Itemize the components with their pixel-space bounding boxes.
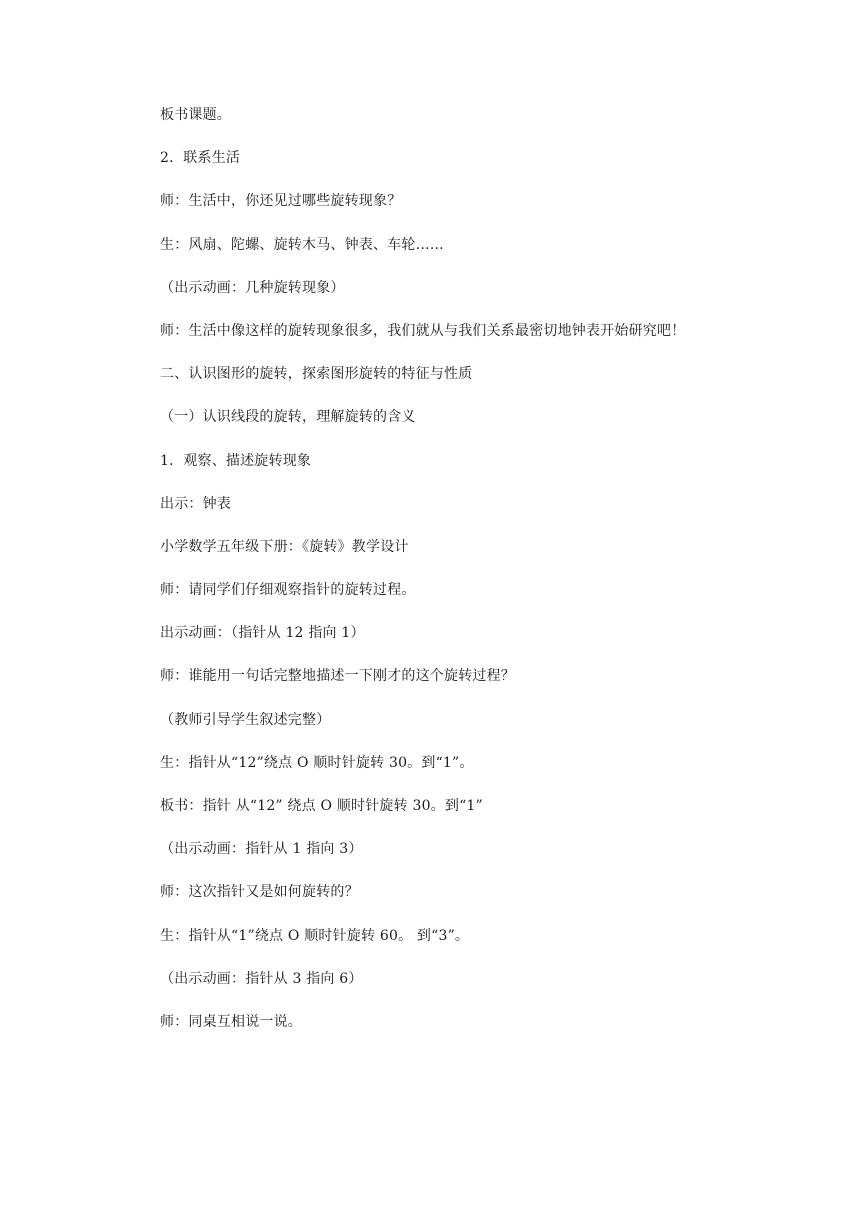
text-line-19: 师：这次指针又是如何旋转的？ [160,884,359,901]
text-line-15: （教师引导学生叙述完整） [160,711,331,728]
text-line-2: 2．联系生活 [160,150,241,167]
text-line-4: 生：风扇、陀螺、旋转木马、钟表、车轮…… [160,236,444,253]
text-line-20: 生：指针从“1”绕点 O 顺时针旋转 60。 到“3”。 [160,927,470,944]
text-line-13: 出示动画：（指针从 12 指向 1） [160,625,365,642]
document-body [160,103,760,1053]
section-heading-2: 二、认识图形的旋转，探索图形旋转的特征与性质 [160,366,473,383]
text-line-6: 师：生活中像这样的旋转现象很多，我们就从与我们关系最密切地钟表开始研究吧！ [160,322,686,339]
text-line-22: 师：同桌互相说一说。 [160,1013,302,1030]
text-line-5: （出示动画：几种旋转现象） [160,279,345,296]
text-line-9: 1．观察、描述旋转现象 [160,452,312,469]
subsection-heading-1: （一）认识线段的旋转，理解旋转的含义 [160,409,416,426]
running-header-text: 小学数学五年级下册：《旋转》教学设计 [160,538,409,555]
text-line-17: 板书：指针 从“12” 绕点 O 顺时针旋转 30。到“1” [160,798,483,814]
text-line-1: 板书课题。 [160,107,231,123]
text-line-21: （出示动画：指针从 3 指向 6） [160,970,363,987]
text-line-14: 师：谁能用一句话完整地描述一下刚才的这个旋转过程？ [160,668,515,685]
text-line-10: 出示：钟表 [160,495,231,512]
text-line-3: 师：生活中，你还见过哪些旋转现象？ [160,193,402,210]
text-line-16: 生：指针从“12”绕点 O 顺时针旋转 30。到“1”。 [160,754,474,771]
text-line-18: （出示动画：指针从 1 指向 3） [160,841,363,858]
text-line-12: 师：请同学们仔细观察指针的旋转过程。 [160,582,416,599]
